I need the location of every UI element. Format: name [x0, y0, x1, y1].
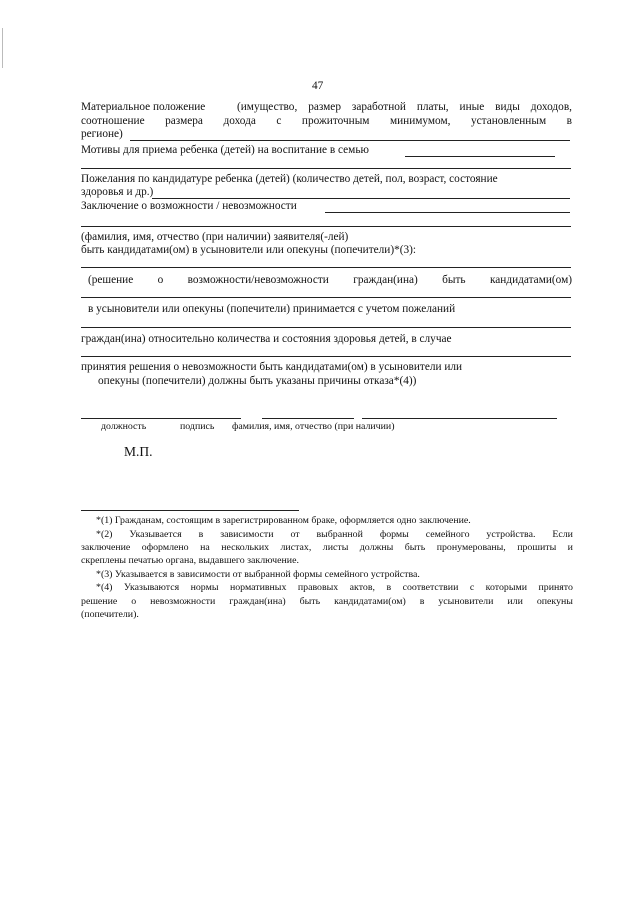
word: заключение: [81, 542, 131, 553]
decision-line-3: граждан(ина) относительно количества и состояния здоровья детей, в случае: [81, 333, 452, 345]
word: иные: [459, 101, 485, 113]
word: выбранной: [316, 529, 363, 540]
position-line[interactable]: [81, 418, 241, 419]
material-label: Материальное положение: [81, 101, 206, 113]
fio-caption: (фамилия, имя, отчество (при наличии) заявителя(-лей): [81, 231, 349, 243]
word: о: [157, 274, 164, 286]
word: оформлено: [141, 542, 189, 553]
word: невозможности: [150, 596, 216, 607]
word: нормативных: [229, 582, 287, 593]
word: в: [419, 596, 425, 607]
decision-fill-line-2[interactable]: [81, 327, 571, 328]
word: дохода: [223, 115, 256, 127]
word: в: [386, 582, 392, 593]
conclusion-label: Заключение о возможности / невозможности: [81, 200, 297, 212]
word: от: [290, 529, 300, 540]
position-caption: должность: [101, 421, 147, 432]
word: заработной: [351, 101, 406, 113]
word: прошиты: [517, 542, 557, 553]
word: возможности/невозможности: [187, 274, 329, 286]
word: актов,: [349, 582, 375, 593]
word: нескольких: [221, 542, 270, 553]
word: соответствии: [402, 582, 459, 593]
word: *(4): [96, 582, 113, 593]
region-fill-line[interactable]: [130, 140, 570, 141]
word: размер: [308, 101, 341, 113]
word: Указываются: [123, 582, 180, 593]
word: или: [507, 596, 523, 607]
word: правовых: [297, 582, 339, 593]
wishes-label: Пожелания по кандидатуре ребенка (детей) (количество детей, пол, возраст, состояние: [81, 173, 498, 185]
decision-fill-line[interactable]: [81, 297, 571, 298]
footnote-4-line-3: (попечители).: [81, 609, 139, 620]
footnote-2-line-3: скреплены печатью органа, выдавшего заключение.: [81, 555, 299, 566]
fio-caption-signature: фамилия, имя, отчество (при наличии): [232, 421, 395, 432]
word: (имущество,: [237, 101, 298, 113]
word: быть: [299, 596, 321, 607]
word: виды: [495, 101, 520, 113]
word: граждан(ина): [229, 596, 286, 607]
stamp-place: М.П.: [124, 444, 153, 459]
footnote-separator: [81, 510, 299, 511]
conclusion-fill-line-2[interactable]: [81, 226, 571, 227]
wishes-fill-line[interactable]: [152, 198, 570, 199]
word: размера: [165, 115, 203, 127]
word: кандидатами(ом): [489, 274, 572, 286]
word: (решение: [88, 274, 134, 286]
word: платы,: [416, 101, 449, 113]
motives-label: Мотивы для приема ребенка (детей) на воспитание в семью: [81, 144, 369, 156]
word: должны: [359, 542, 394, 553]
word: принято: [538, 582, 573, 593]
word: быть: [442, 274, 466, 286]
signature-line[interactable]: [262, 418, 354, 419]
region-label: регионе): [81, 128, 123, 140]
word: и: [567, 542, 573, 553]
word: прожиточным: [301, 115, 370, 127]
word: с: [469, 582, 475, 593]
word: в: [198, 529, 204, 540]
footnote-2-line-2: [81, 542, 573, 554]
word: пронумерованы,: [436, 542, 506, 553]
word: кандидатами(ом): [334, 596, 406, 607]
word: листах,: [280, 542, 312, 553]
decision-line-4: принятия решения о невозможности быть кандидатами(ом) в усыновители или: [81, 361, 463, 373]
footnote-1: *(1) Гражданам, состоящим в зарегистрированном браке, оформляется одно заключение.: [96, 515, 471, 526]
motives-fill-line-2[interactable]: [81, 168, 571, 169]
footnote-3: *(3) Указывается в зависимости от выбранной формы семейного устройства.: [96, 569, 420, 580]
signature-caption: подпись: [180, 421, 215, 432]
fio-line[interactable]: [362, 418, 557, 419]
word: в: [566, 115, 572, 127]
page-number: 47: [312, 80, 324, 92]
footnote-4-line-2: [81, 596, 573, 608]
footnote-2-line-1: [96, 529, 573, 541]
word: быть: [404, 542, 426, 553]
word: нормы: [190, 582, 219, 593]
wishes-label-2: здоровья и др.): [81, 186, 154, 198]
word: зависимости: [220, 529, 274, 540]
decision-fill-line-3[interactable]: [81, 356, 571, 357]
decision-line-5: опекуны (попечители) должны быть указаны причины отказа*(4)): [98, 375, 417, 387]
decision-line-1: [88, 274, 572, 287]
word: с: [276, 115, 282, 127]
word: семейного: [425, 529, 470, 540]
word: опекуны: [536, 596, 573, 607]
word: листы: [322, 542, 349, 553]
word: установленным: [470, 115, 547, 127]
decision-line-2: в усыновители или опекуны (попечители) принимается с учетом пожеланий: [88, 303, 456, 315]
word: решение: [81, 596, 118, 607]
word: минимумом,: [389, 115, 451, 127]
word: *(2): [96, 529, 113, 540]
word: граждан(ина): [353, 274, 418, 286]
motives-fill-line[interactable]: [405, 156, 555, 157]
word: о: [131, 596, 137, 607]
word: на: [200, 542, 210, 553]
word: Если: [552, 529, 573, 540]
word: соотношение: [81, 115, 145, 127]
conclusion-fill-line[interactable]: [325, 212, 570, 213]
candidates-line: быть кандидатами(ом) в усыновители или опекуны (попечители)*(3):: [81, 244, 417, 256]
word: формы: [379, 529, 409, 540]
footnote-4-line-1: [96, 582, 573, 594]
word: доходов,: [530, 101, 572, 113]
scan-edge-line: [2, 28, 3, 68]
word: которыми: [485, 582, 528, 593]
candidates-fill-line[interactable]: [81, 267, 571, 268]
word: Указывается: [129, 529, 182, 540]
ratio-line: [81, 115, 572, 128]
material-continuation: [237, 101, 572, 114]
word: устройства.: [486, 529, 536, 540]
word: усыновители: [438, 596, 494, 607]
